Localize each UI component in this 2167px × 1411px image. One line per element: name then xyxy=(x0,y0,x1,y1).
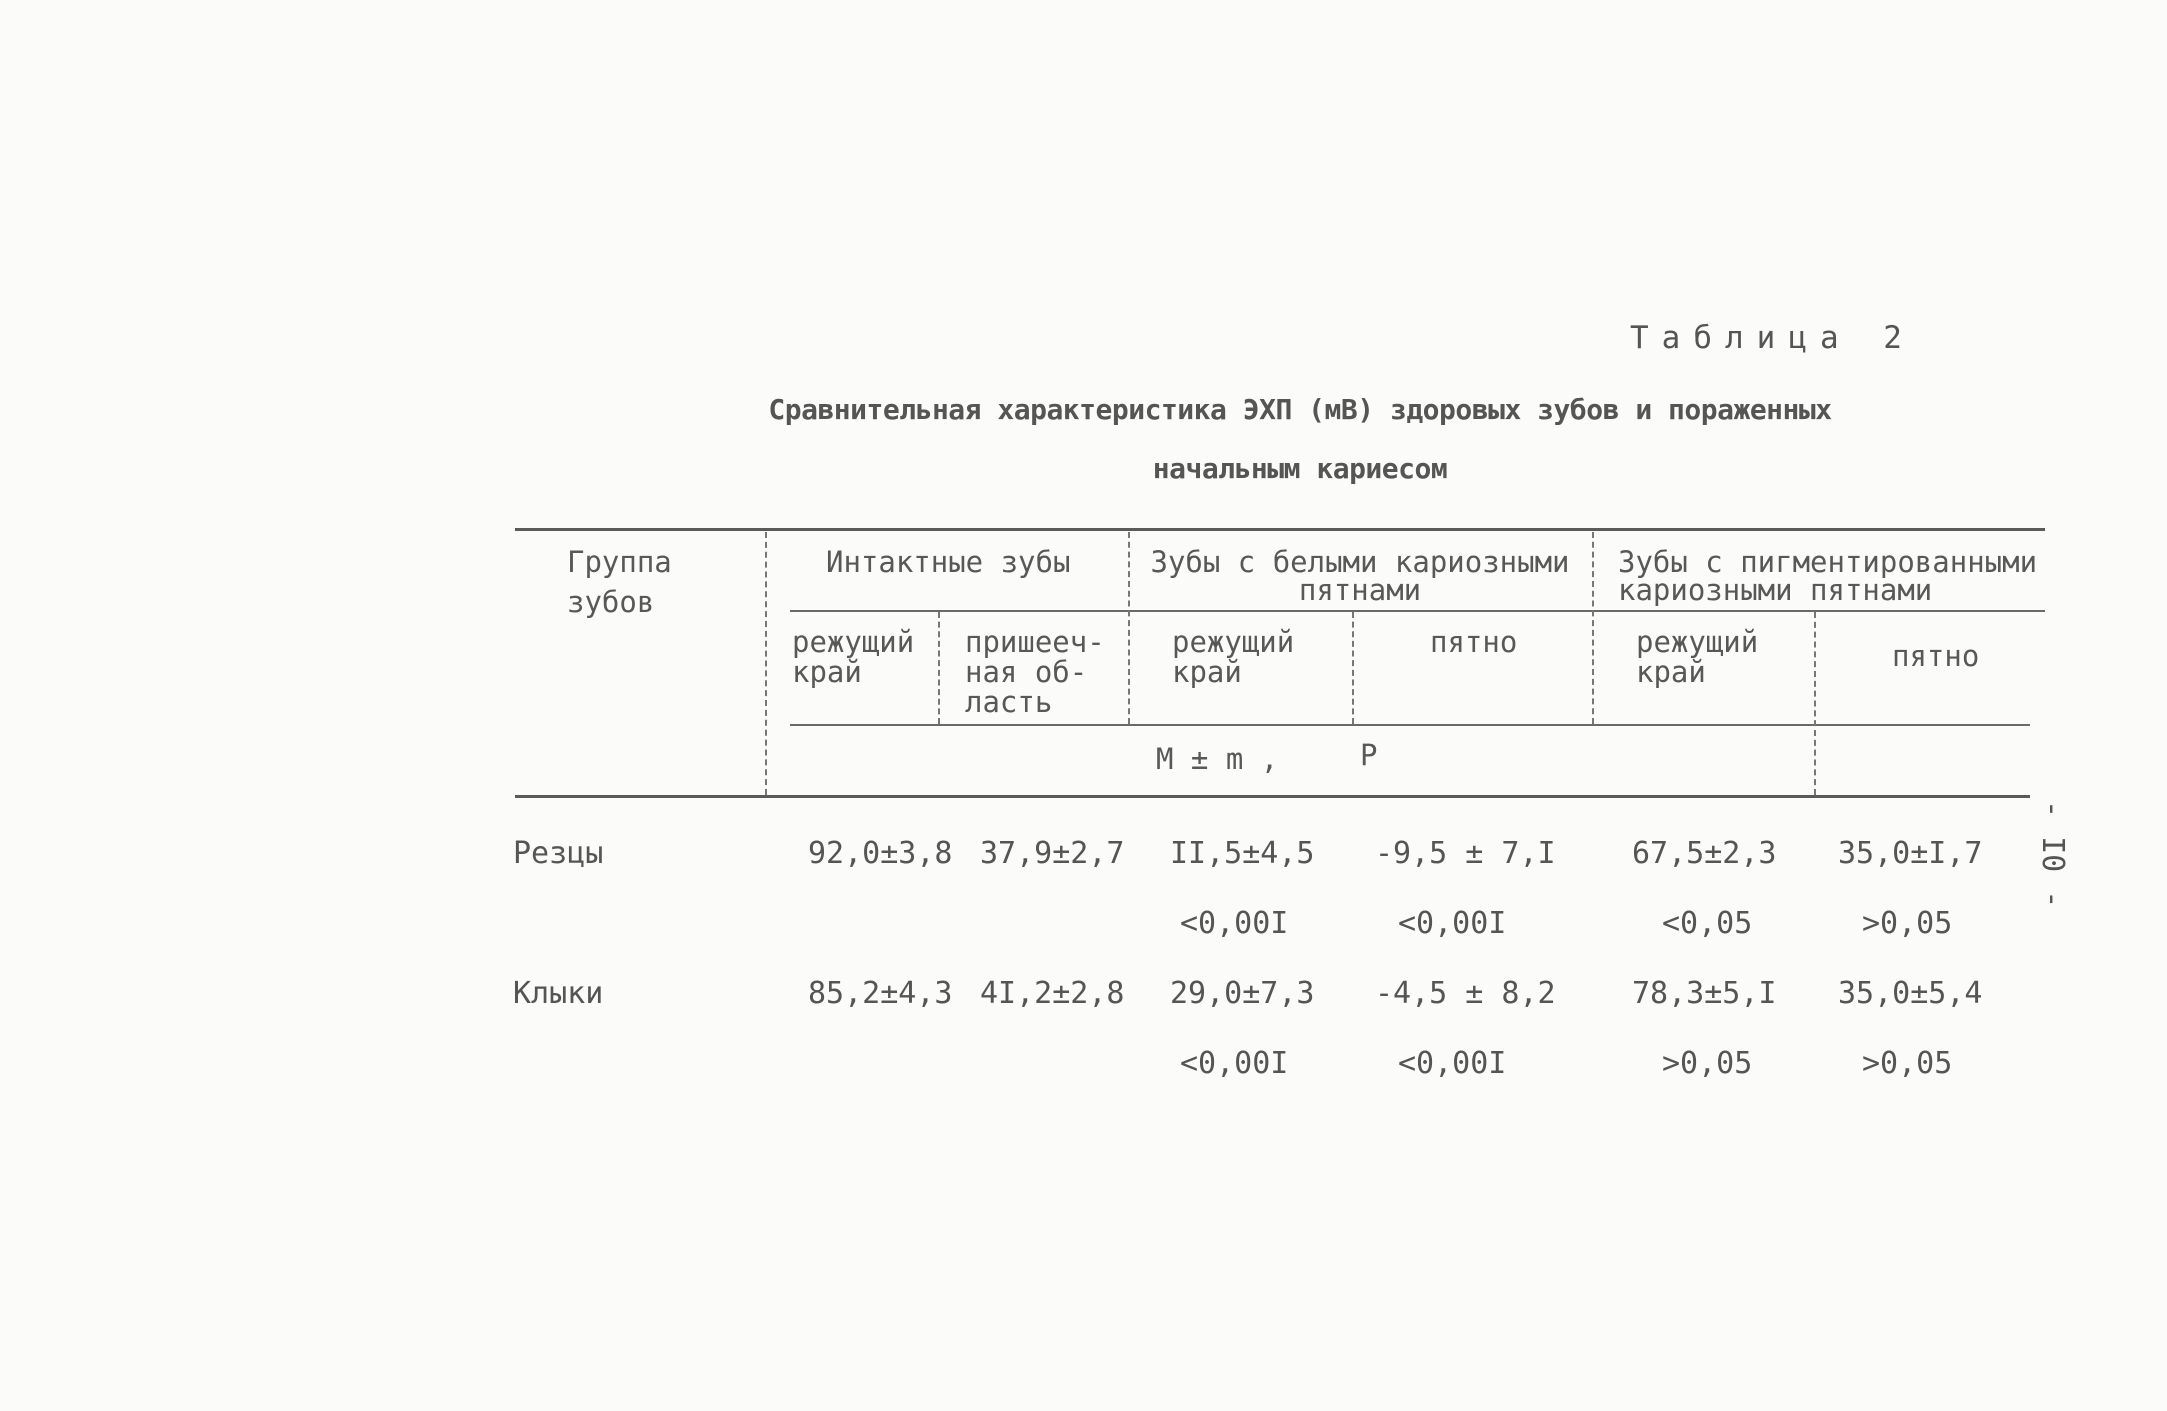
row-value: 4I,2±2,8 xyxy=(980,976,1125,1011)
header-rule-1 xyxy=(790,610,2045,612)
row-group-label: Резцы xyxy=(513,836,604,871)
header-pigmented-2: кариозными пятнами xyxy=(1618,573,1933,607)
row-value: 78,3±5,I xyxy=(1632,976,1777,1011)
header-intact-edge-1: режущий xyxy=(792,625,915,659)
table-title-line-1: Сравнительная характеристика ЭХП (мВ) здоровых зубов и пораженных xyxy=(768,393,1832,426)
row-value: 35,0±I,7 xyxy=(1838,836,1983,871)
row-value: 92,0±3,8 xyxy=(808,836,953,871)
row-value: -4,5 ± 8,2 xyxy=(1375,976,1556,1011)
page-number: - I0 - xyxy=(2035,800,2070,909)
header-pig-spot: пятно xyxy=(1892,639,1980,673)
header-intact-cervical-1: пришееч- xyxy=(965,625,1105,659)
row-p-value: >0,05 xyxy=(1662,1046,1753,1081)
header-bottom-rule xyxy=(515,795,2030,798)
header-rule-2 xyxy=(790,724,2030,726)
header-group-1: Группа xyxy=(567,545,672,579)
row-value: 67,5±2,3 xyxy=(1632,836,1777,871)
col-sep-group xyxy=(765,532,767,795)
row-p-value: <0,05 xyxy=(1662,906,1753,941)
table-top-rule xyxy=(515,528,2045,531)
row-p-value: >0,05 xyxy=(1862,1046,1953,1081)
header-white-1: Зубы с белыми кариозными xyxy=(1150,545,1570,579)
row-p-value: <0,00I xyxy=(1398,906,1507,941)
header-intact-edge-2: край xyxy=(792,655,862,689)
header-intact-cervical-3: ласть xyxy=(965,685,1053,719)
header-group-2: зубов xyxy=(567,585,655,619)
header-intact-cervical-2: ная об- xyxy=(965,655,1088,689)
row-value: 35,0±5,4 xyxy=(1838,976,1983,1011)
row-p-value: <0,00I xyxy=(1398,1046,1507,1081)
row-value: 29,0±7,3 xyxy=(1170,976,1315,1011)
row-p-value: <0,00I xyxy=(1180,1046,1289,1081)
table-title-line-2: начальным кариесом xyxy=(1152,452,1448,485)
header-white-2: пятнами xyxy=(1298,573,1422,607)
header-intact: Интактные зубы xyxy=(826,545,1071,579)
header-stat-p: Р xyxy=(1360,738,1378,772)
row-value: 37,9±2,7 xyxy=(980,836,1125,871)
row-group-label: Клыки xyxy=(513,976,604,1011)
row-value: II,5±4,5 xyxy=(1170,836,1315,871)
header-white-edge-2: край xyxy=(1172,655,1242,689)
header-pig-edge-2: край xyxy=(1636,655,1706,689)
header-pigmented-1: Зубы с пигментированными xyxy=(1618,545,2038,579)
header-white-spot: пятно xyxy=(1430,625,1518,659)
header-white-edge-1: режущий xyxy=(1172,625,1295,659)
row-value: -9,5 ± 7,I xyxy=(1375,836,1556,871)
row-p-value: >0,05 xyxy=(1862,906,1953,941)
col-sep-white-inner xyxy=(1352,612,1354,724)
table-caption: Таблица 2 xyxy=(1630,320,1915,356)
col-sep-white xyxy=(1128,532,1130,724)
row-value: 85,2±4,3 xyxy=(808,976,953,1011)
header-pig-edge-1: режущий xyxy=(1636,625,1759,659)
col-sep-pig-inner xyxy=(1814,612,1816,795)
header-stat-m: М ± m , xyxy=(1156,742,1279,776)
row-p-value: <0,00I xyxy=(1180,906,1289,941)
col-sep-pigmented xyxy=(1592,532,1594,724)
col-sep-intact xyxy=(938,612,940,724)
